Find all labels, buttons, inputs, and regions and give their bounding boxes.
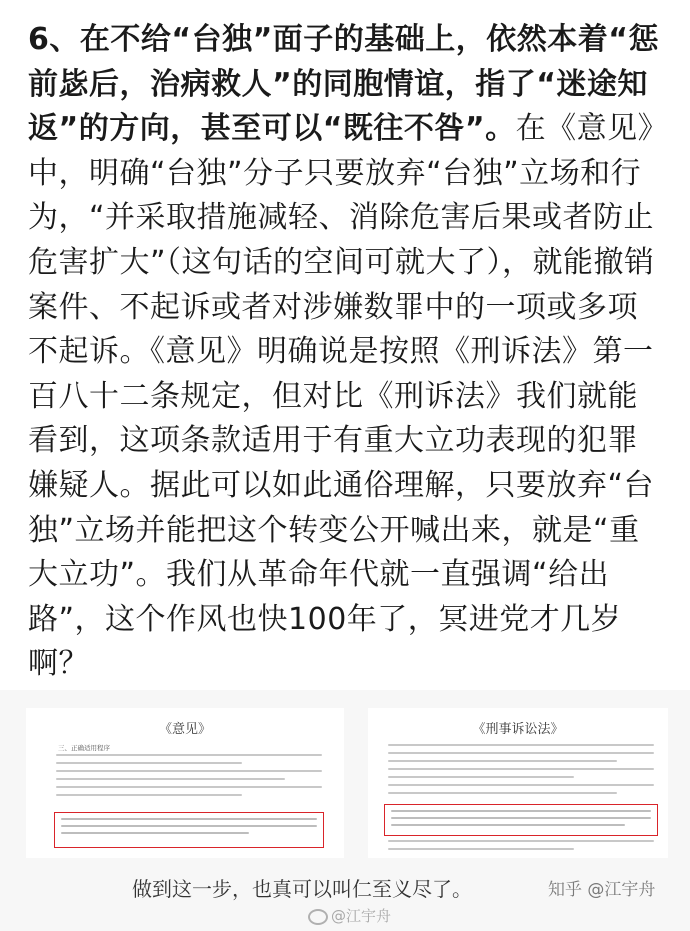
document-screenshot-figure (0, 690, 690, 931)
weibo-watermark-text: @江宇舟 (331, 907, 392, 925)
figure-caption: 做到这一步，也真可以叫仁至义尽了。 (132, 877, 472, 901)
criminal-procedure-law-image (368, 708, 668, 858)
law-text-lines-top (388, 744, 654, 800)
article-body-text: 在《意见》中，明确“台独”分子只要放弃“台独”立场和行为，“并采取措施减轻、消除危害后果或者防止危害扩大”（这句话的空间可就大了），就能撤销案件、不起诉或者对涉嫌数罪中的一项或多项不起诉。《意见》明确说是按照《刑诉法》第一百八十二条规定，但对比《刑诉法》我们就能看到，这项条款适用于有重大立功表现的犯罪嫌疑人。据此可以如此通俗理解，只要放弃“台独”立场并能把这个转变公开喊出来，就是“重大立功”。我们从革命年代就一直强调“给出路”，这个作风也快100年了，冥进党才几岁啊？ (28, 111, 655, 682)
zhihu-watermark: 知乎 @江宇舟 (548, 880, 656, 900)
opinion-document-title: 《意见》 (158, 722, 211, 737)
weibo-watermark (308, 905, 391, 926)
article-paragraph (28, 18, 668, 687)
opinion-document-subtitle: 三、正确适用程序 (58, 744, 110, 752)
article-bold-text: 6、在不给“台独”面子的基础上，依然本着“惩前毖后，治病救人”的同胞情谊，指了“迷途知返”的方向，甚至可以“既往不咎”。 (28, 22, 660, 147)
weibo-icon (308, 909, 328, 925)
criminal-procedure-law-title: 《刑事诉讼法》 (472, 722, 564, 737)
law-highlight-box (384, 804, 658, 836)
law-text-lines-bottom (388, 840, 654, 856)
opinion-highlight-box (54, 812, 324, 848)
opinion-text-lines (56, 754, 322, 802)
opinion-document-image (26, 708, 344, 858)
